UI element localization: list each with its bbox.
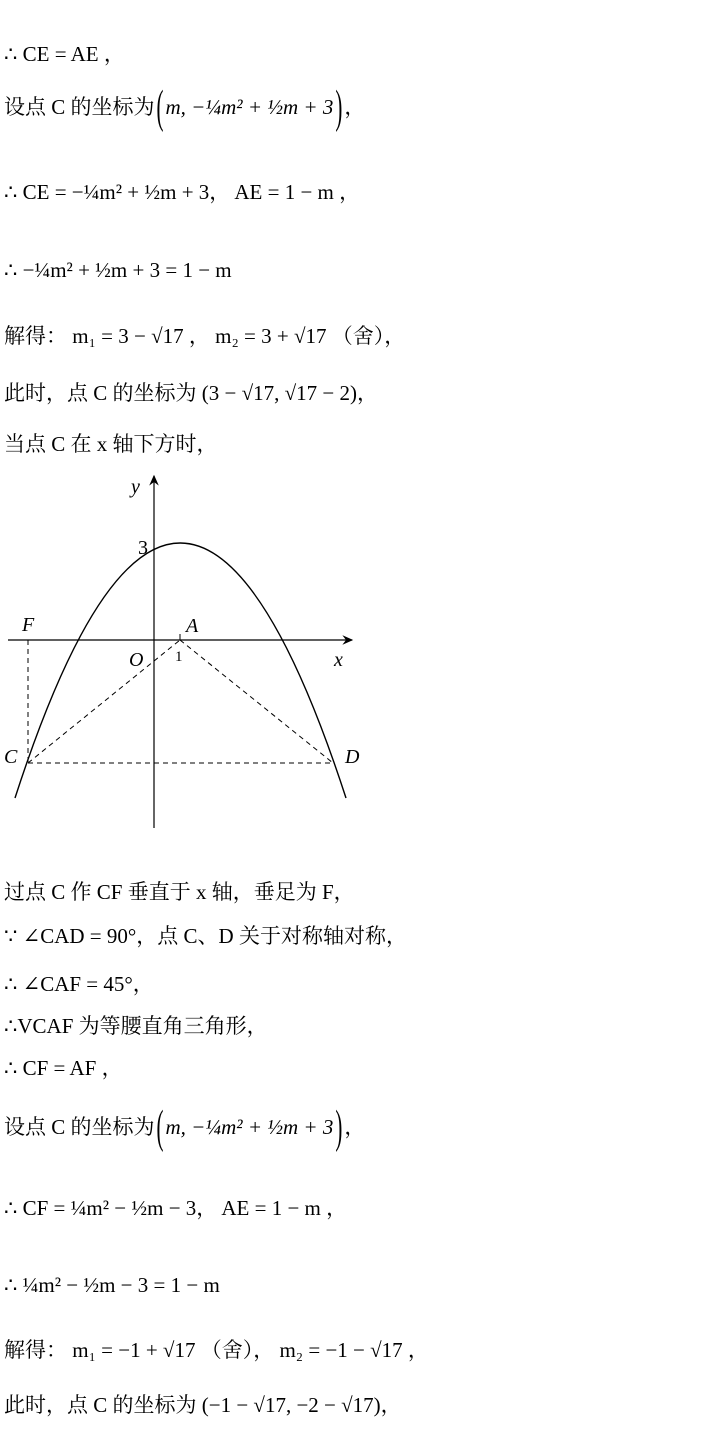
x-axis-label: x [334,649,343,671]
text-line-4: ∴ −¼m² + ½m + 3 = 1 − m [4,258,232,282]
text-line-2-prefix: 设点 C 的坐标为 [4,94,155,119]
text-line-6: 此时，点 C 的坐标为 (3 − √17, √17 − 2)， [4,381,378,405]
text-line-13-expression: m, −¼m² + ½m + 3 [165,1114,334,1139]
text-line-1: ∴ CE = AE ， [4,42,125,66]
text-line-16: 解得： m₁ = −1 + √17 （舍）， m₂ = −1 − √17 ， [4,1338,429,1362]
paren-close: ) [335,1099,343,1153]
text-line-17: 此时，点 C 的坐标为 (−1 − √17, −2 − √17)， [4,1393,402,1417]
point-c-label: C [4,746,18,768]
y-intercept-label: 3 [138,537,148,559]
point-a-label: A [186,615,199,637]
paren-close: ) [335,79,343,133]
text-line-9: ∵ ∠CAD = 90°，点 C、D 关于对称轴对称， [4,924,407,948]
y-axis-label: y [131,476,140,498]
text-line-2-expression: m, −¼m² + ½m + 3 [165,94,334,119]
paren-open: ( [156,1099,164,1153]
text-line-3: ∴ CE = −¼m² + ½m + 3， AE = 1 − m ， [4,180,361,204]
segment-ad [180,640,333,763]
text-line-12: ∴ CF = AF ， [4,1056,123,1080]
text-line-15: ∴ ¼m² − ½m − 3 = 1 − m [4,1273,220,1297]
segment-ca [28,640,180,763]
origin-label: O [129,649,144,671]
parabola-diagram [0,468,380,833]
paren-open: ( [156,79,164,133]
text-line-7: 当点 C 在 x 轴下方时， [4,432,218,456]
text-line-14: ∴ CF = ¼m² − ½m − 3， AE = 1 − m ， [4,1196,348,1220]
text-line-2: 设点 C 的坐标为(m, −¼m² + ½m + 3)， [4,79,366,133]
point-f-label: F [22,614,35,636]
tick-label-1: 1 [175,649,183,665]
text-line-10: ∴ ∠CAF = 45°， [4,972,154,996]
text-line-13: 设点 C 的坐标为(m, −¼m² + ½m + 3)， [4,1099,366,1153]
text-line-13-prefix: 设点 C 的坐标为 [4,1114,155,1139]
text-line-11: ∴VCAF 为等腰直角三角形， [4,1014,268,1038]
point-d-label: D [345,746,360,768]
parabola-curve [15,543,346,798]
text-line-8: 过点 C 作 CF 垂直于 x 轴，垂足为 F， [4,880,355,904]
text-line-5: 解得： m₁ = 3 − √17 ， m₂ = 3 + √17 （舍）， [4,324,406,348]
